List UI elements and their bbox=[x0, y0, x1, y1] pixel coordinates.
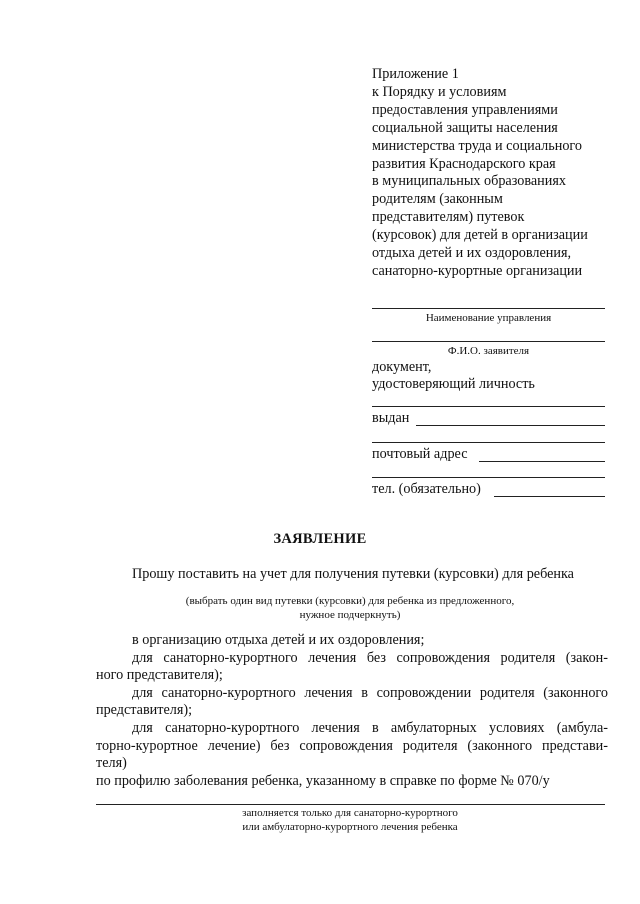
document-label-2: удостоверяющий личность bbox=[372, 376, 535, 392]
option-sanatorium-unaccompanied-cont[interactable]: ного представителя); bbox=[96, 667, 223, 684]
annex-line: Приложение 1 bbox=[372, 66, 459, 82]
option-outpatient-cont-2[interactable]: теля) bbox=[96, 755, 127, 772]
annex-line: отдыха детей и их оздоровления, bbox=[372, 245, 572, 262]
annex-line: в муниципальных образованиях bbox=[372, 173, 566, 190]
diagnosis-field-line[interactable] bbox=[96, 804, 605, 805]
statement-title: ЗАЯВЛЕНИЕ bbox=[273, 531, 367, 547]
annex-header bbox=[372, 66, 622, 281]
issued-label: выдан bbox=[372, 410, 410, 426]
footnote bbox=[200, 806, 500, 834]
option-sanatorium-accompanied[interactable]: для санаторно-курортного лечения в сопровождении родителя (законного bbox=[132, 684, 608, 701]
document-field-line[interactable] bbox=[372, 406, 605, 407]
option-sanatorium-unaccompanied[interactable]: для санаторно-курортного лечения без сопровождения родителя (закон- bbox=[132, 649, 608, 666]
profile-line: по профилю заболевания ребенка, указанному в справке по форме № 070/у bbox=[96, 772, 550, 789]
annex-line: родителям (законным bbox=[372, 191, 503, 208]
phone-label: тел. (обязательно) bbox=[372, 481, 481, 497]
department-field-line[interactable] bbox=[372, 308, 605, 309]
footnote-line: заполняется только для санаторно-курортного bbox=[242, 807, 458, 819]
document-label: документ, bbox=[372, 359, 432, 375]
option-outpatient-cont[interactable]: торно-курортное лечение) без сопровождения родителя (законного представи- bbox=[96, 737, 608, 754]
department-caption: Наименование управления bbox=[425, 312, 552, 324]
annex-line: министерства труда и социального bbox=[372, 137, 582, 154]
request-text: Прошу поставить на учет для получения путевки (курсовки) для ребенка bbox=[132, 566, 574, 582]
annex-line: (курсовок) для детей в организации bbox=[372, 227, 588, 244]
hint-line: (выбрать один вид путевки (курсовки) для ребенка из предложенного, bbox=[185, 595, 515, 607]
option-outpatient[interactable]: для санаторно-курортного лечения в амбулаторных условиях (амбула- bbox=[132, 719, 608, 736]
hint-line: нужное подчеркнуть) bbox=[299, 609, 401, 621]
annex-line: предоставления управлениями bbox=[372, 101, 558, 118]
annex-line: представителям) путевок bbox=[372, 209, 525, 226]
address-field-line[interactable] bbox=[479, 461, 605, 462]
voucher-options bbox=[96, 632, 608, 790]
address-label: почтовый адрес bbox=[372, 446, 468, 462]
annex-line: развития Краснодарского края bbox=[372, 155, 556, 172]
phone-field-line[interactable] bbox=[494, 496, 605, 497]
option-sanatorium-accompanied-cont[interactable]: представителя); bbox=[96, 702, 193, 719]
selection-hint bbox=[100, 594, 600, 622]
footnote-line: или амбулаторно-курортного лечения ребенка bbox=[242, 821, 458, 833]
annex-line: к Порядку и условиям bbox=[372, 83, 507, 100]
applicant-caption: Ф.И.О. заявителя bbox=[447, 345, 530, 357]
applicant-name-field-line[interactable] bbox=[372, 341, 605, 342]
option-recreation[interactable]: в организацию отдыха детей и их оздоровления; bbox=[132, 632, 425, 648]
issued-field-line-2[interactable] bbox=[372, 442, 605, 443]
annex-line: санаторно-курортные организации bbox=[372, 262, 583, 279]
address-field-line-2[interactable] bbox=[372, 477, 605, 478]
annex-line: социальной защиты населения bbox=[372, 119, 558, 136]
issued-field-line[interactable] bbox=[416, 425, 605, 426]
